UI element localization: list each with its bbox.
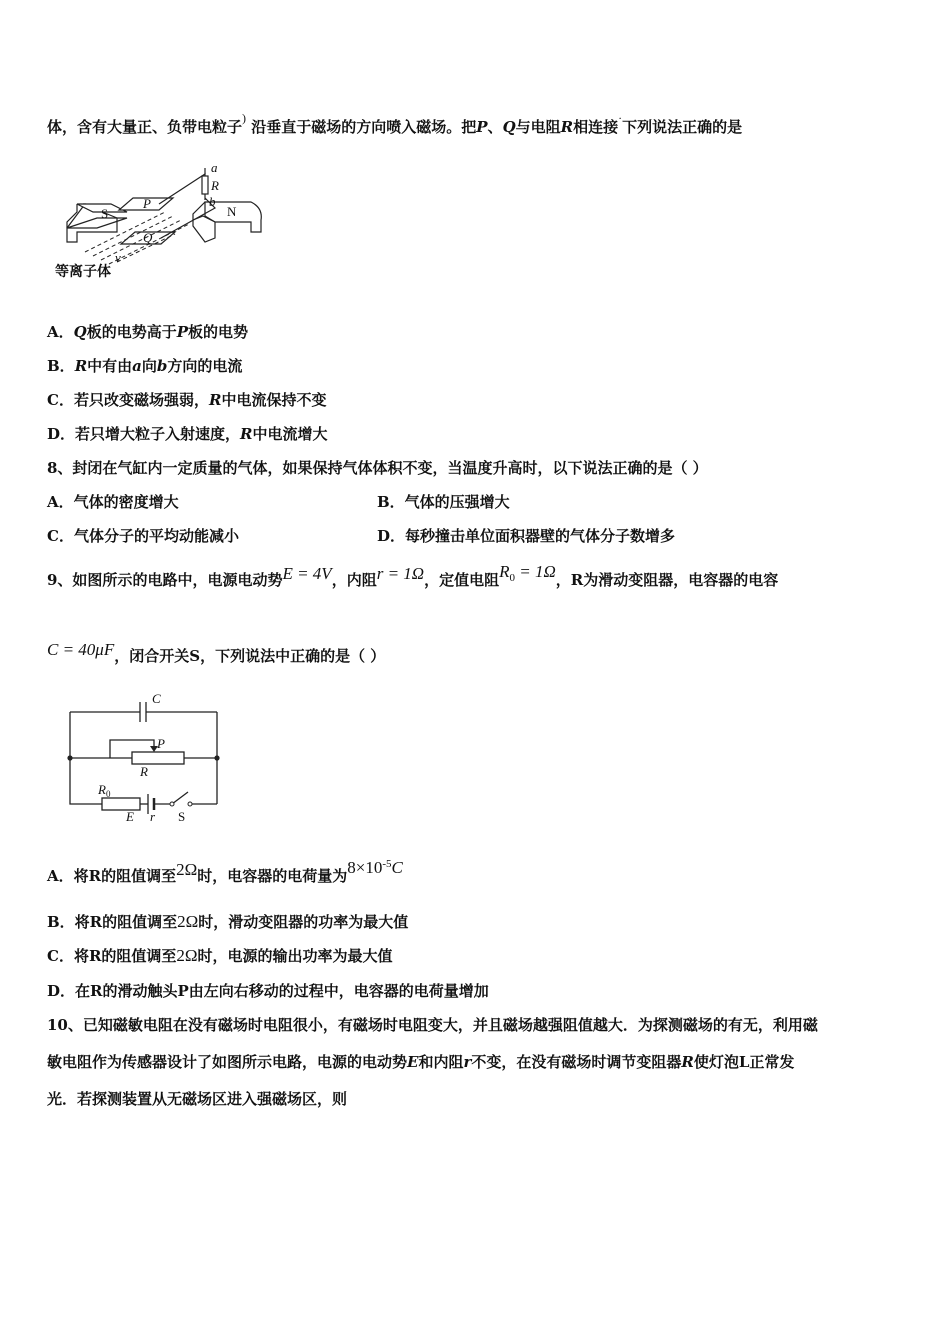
q9-stem-text-c: ，定值电阻 (424, 571, 500, 589)
q7-fig-label-a: a (211, 160, 218, 175)
q9-r0-rest: = 1Ω (515, 562, 556, 581)
q9-fig-label-S: S (178, 809, 186, 824)
q9-fig-label-R0-main: R (98, 782, 106, 797)
q9-internal-resistance: r = 1Ω (376, 564, 425, 583)
q7-option-b-text3: 方向的电流 (167, 357, 243, 375)
q9-option-a (47, 858, 403, 886)
q9-figure-circuit (62, 690, 227, 825)
q9-stem-text-a: 9、如图所示的电路中，电源电动势 (47, 571, 283, 589)
q10-stem-line3: 光．若探测装置从无磁场区进入强磁场区，则 (47, 1090, 348, 1108)
q7-fig-label-Q: Q (143, 230, 153, 245)
q7-figure-plasma-generator (55, 160, 275, 285)
q7-option-b-sym2: a (132, 357, 142, 375)
q7-fig-label-R: R (211, 178, 219, 193)
q9-stem-text-d: ，R为滑动变阻器，电容器的电容 (555, 571, 779, 589)
q8-option-a: A．气体的密度增大 (47, 493, 179, 511)
q9-fig-label-P: P (157, 736, 165, 751)
q7-option-b-sym1: R (74, 357, 88, 375)
q9-option-c-text1: C．将R的阻值调至 (47, 947, 177, 965)
q9-emf-value: E = 4V (282, 564, 332, 583)
q8-stem: 8、封闭在气缸内一定质量的气体，如果保持气体体积不变，当温度升高时，以下说法正确的是（ ） (47, 459, 708, 477)
q10-stem-line2 (47, 1051, 794, 1072)
q7-option-c-sym1: R (208, 391, 222, 409)
q7-option-a-text1: 板的电势高于 (86, 323, 177, 341)
q10-stem-text-b: 和内阻 (418, 1053, 464, 1071)
q10-stem-text-a: 敏电阻作为传感器设计了如图所示电路，电源的电动势 (47, 1053, 408, 1071)
q7-r-symbol: R (560, 118, 574, 136)
q9-option-a-text2: 时，电容器的电荷量为 (197, 867, 348, 885)
q7-option-d-text1: 中电流增大 (252, 425, 328, 443)
q10-stem-line1: 10、已知磁敏电阻在没有磁场时电阻很小，有磁场时电阻变大，并且磁场越强阻值越大．为探测磁场的有无，利用磁 (47, 1016, 818, 1034)
q7-option-c (47, 389, 326, 410)
q7-stem-text-d: 相连接 (573, 118, 619, 136)
q7-stem-text-c: 与电阻 (515, 118, 561, 136)
q7-option-c-text0: 若只改变磁场强弱， (73, 391, 209, 409)
q9-option-a-charge-base: 8×10 (347, 858, 383, 877)
q7-option-a-text2: 板的电势 (188, 323, 249, 341)
q9-option-c-resistance: 2Ω (176, 946, 198, 965)
q7-separator: 、 (487, 118, 503, 136)
q7-option-c-letter: C． (47, 391, 74, 409)
q7-option-d-letter: D． (47, 425, 76, 443)
q7-option-b-text2: 向 (141, 357, 157, 375)
q8-option-d: D．每秒撞击单位面积器壁的气体分子数增多 (377, 527, 676, 545)
q9-option-b-text1: B．将R的阻值调至 (47, 913, 178, 931)
q9-r0-symbol: R (499, 562, 510, 581)
q9-option-c (47, 945, 393, 966)
q7-stem (47, 111, 743, 137)
q10-stem-text-c: 不变，在没有磁场时调节变阻器 (471, 1053, 682, 1071)
q7-stem-text-b: 沿垂直于磁场的方向喷入磁场。把 (251, 118, 477, 136)
q7-q-symbol: Q (502, 118, 516, 136)
q7-fig-label-v: v (115, 250, 121, 265)
q9-fig-label-R0-sub: 0 (105, 789, 111, 799)
q9-option-a-text1: A．将R的阻值调至 (47, 867, 177, 885)
q10-stem-text-d: 使灯泡L正常发 (693, 1053, 795, 1071)
q7-option-a-letter: A． (47, 323, 74, 341)
q7-option-b-letter: B． (47, 357, 75, 375)
q7-option-b-text1: 中有由 (87, 357, 133, 375)
q7-option-a (47, 321, 248, 342)
q7-fig-label-P: P (143, 196, 151, 211)
q10-e-symbol: E (407, 1053, 419, 1071)
q7-p-symbol: P (476, 118, 488, 136)
q7-fig-label-N: N (227, 204, 237, 219)
q10-r-symbol: r (463, 1053, 472, 1071)
q8-option-c: C．气体分子的平均动能减小 (47, 527, 239, 545)
q7-stem-mark-2: · (618, 111, 623, 125)
q9-option-d: D．在R的滑动触头P由左向右移动的过程中，电容器的电荷量增加 (47, 982, 489, 1000)
q9-option-a-resistance: 2Ω (176, 860, 198, 879)
q9-option-a-charge (347, 859, 403, 877)
q9-option-b (47, 911, 408, 932)
q9-r0-value (499, 562, 556, 584)
q7-stem-text-a: 体，含有大量正、负带电粒子 (47, 118, 243, 136)
q9-fig-label-C: C (152, 691, 161, 706)
q9-capacitance-value: C = 40μF (47, 640, 115, 659)
q7-option-a-sym2: P (176, 323, 189, 341)
q9-option-a-charge-exp: -5 (382, 858, 392, 870)
q9-fig-label-r: r (150, 809, 156, 824)
q7-option-a-sym1: Q (73, 323, 87, 341)
q7-fig-label-b: b (209, 194, 216, 209)
q7-option-c-text1: 中电流保持不变 (221, 391, 327, 409)
q9-option-a-charge-unit: C (391, 858, 403, 877)
q9-option-b-resistance: 2Ω (177, 912, 199, 931)
q7-option-b-sym3: b (156, 357, 168, 375)
q7-stem-text-e: 下列说法正确的是 (622, 118, 743, 136)
q8-option-b: B．气体的压强增大 (377, 493, 510, 511)
q9-stem-line2 (47, 640, 386, 666)
q7-option-d-sym1: R (240, 425, 253, 443)
q7-option-d-text0: 若只增大粒子入射速度， (75, 425, 241, 443)
q9-option-b-text2: 时，滑动变阻器的功率为最大值 (198, 913, 409, 931)
q7-fig-label-S: S (101, 206, 109, 221)
q7-option-d (47, 423, 328, 444)
q7-stem-mark: ) (242, 111, 247, 125)
q9-fig-label-R: R (140, 764, 148, 779)
q9-stem-text-e: ，闭合开关S，下列说法中正确的是（ ） (114, 647, 386, 665)
q9-r0-subscript: 0 (509, 572, 516, 584)
q9-fig-label-E: E (126, 809, 134, 824)
q9-fig-label-R0 (97, 782, 111, 799)
q9-stem-text-b: ，内阻 (331, 571, 377, 589)
q7-option-b (47, 355, 242, 376)
q9-stem-line1 (47, 562, 779, 592)
q9-option-c-text2: 时，电源的输出功率为最大值 (197, 947, 393, 965)
q10-rheostat-symbol: R (681, 1053, 694, 1071)
q7-fig-caption: 等离子体 (55, 264, 111, 280)
